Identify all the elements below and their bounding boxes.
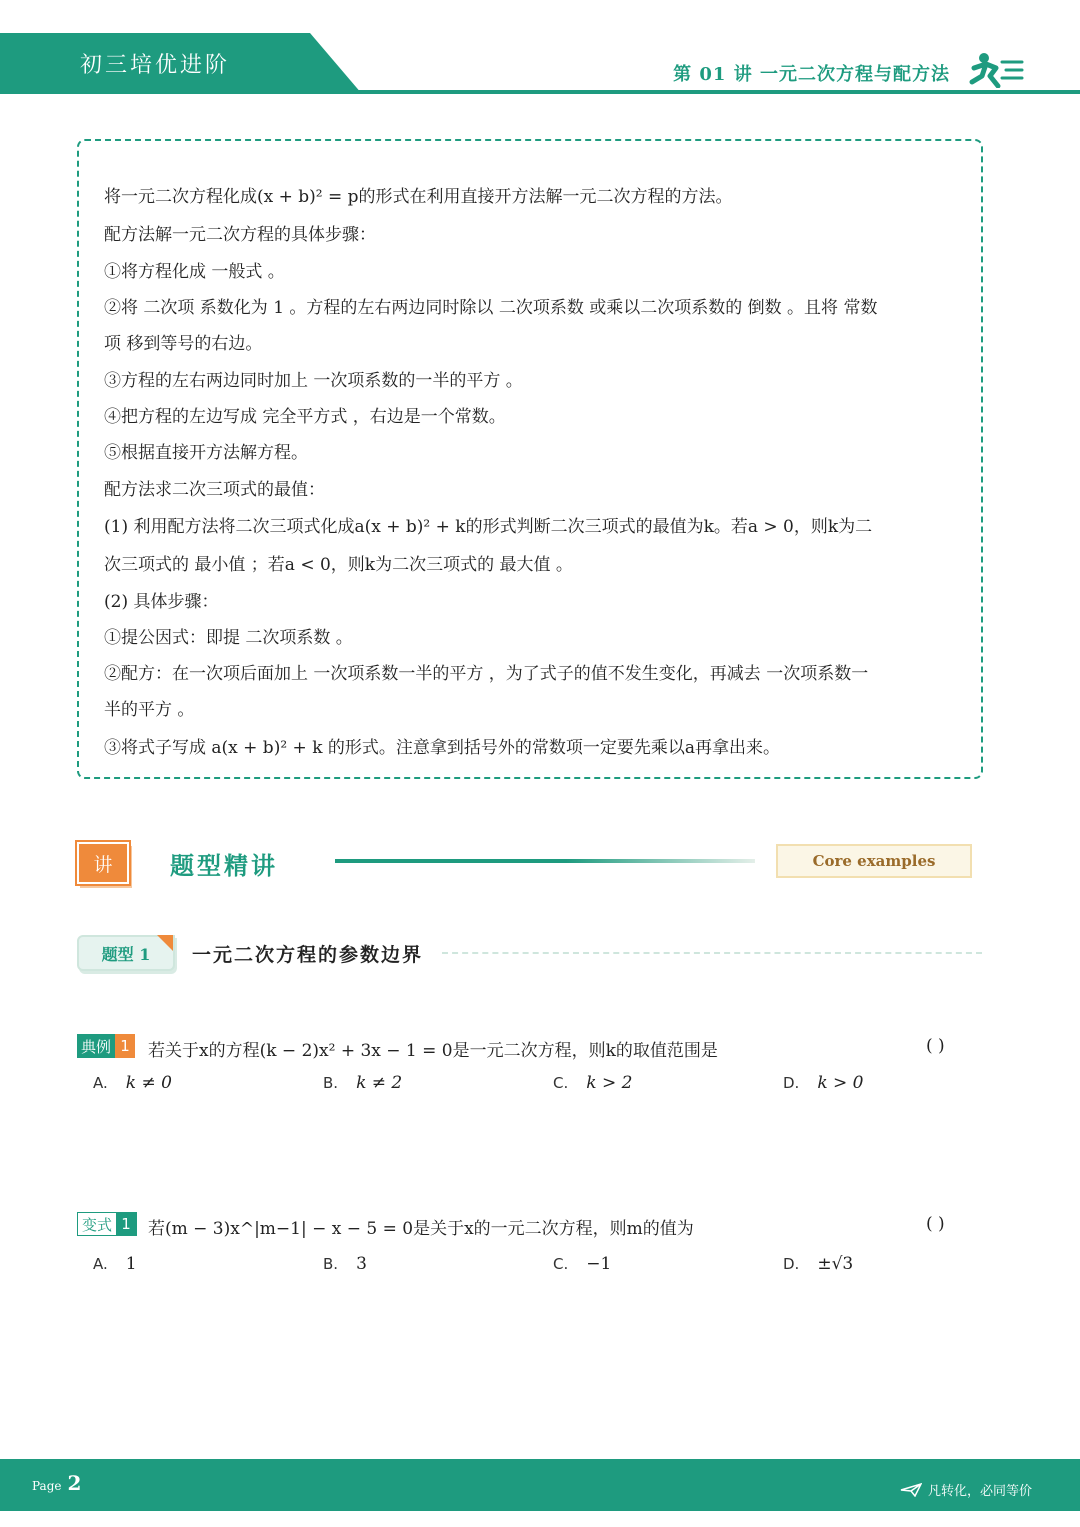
section-title: 题型精讲 [170,852,278,880]
knowledge-line: ③将式子写成 a(x + b)² + k 的形式。注意拿到括号外的常数项一定要先乘以a再拿出来。 [104,738,781,758]
variant-tag-number: 1 [116,1213,136,1235]
option-letter: C. [553,1255,569,1273]
section-rule [335,859,755,863]
knowledge-line: ①提公因式：即提 二次项系数 。 [104,628,353,648]
option-value: k ≠ 2 [356,1073,403,1093]
variant-tag [77,1212,137,1236]
topic-label: 题型 1 [77,935,175,971]
option-value: 3 [356,1254,367,1274]
option-c[interactable] [553,1073,632,1093]
knowledge-line: ⑤根据直接开方法解方程。 [104,443,308,463]
knowledge-line: ②将 二次项 系数化为 1 。方程的左右两边同时除以 二次项系数 或乘以二次项系数的 倒数 。且将 常数 [104,298,878,318]
knowledge-line: 配方法解一元二次方程的具体步骤： [104,225,376,245]
option-value: k > 2 [586,1073,633,1093]
section-badge: 讲 [77,842,129,884]
example-tag-label: 典例 [77,1034,115,1058]
footer-motto [900,1480,1032,1499]
topic-rule [442,952,982,954]
option-letter: D. [783,1255,800,1273]
option-d[interactable] [783,1073,864,1093]
option-letter: C. [553,1074,569,1092]
lecture-title: 第 01 讲 一元二次方程与配方法 [673,64,950,85]
option-letter: B. [323,1255,339,1273]
knowledge-line: ④把方程的左边写成 完全平方式 ，右边是一个常数。 [104,407,506,427]
knowledge-line: 配方法求二次三项式的最值： [104,480,325,500]
option-letter: A. [93,1074,108,1092]
page-label: Page [32,1479,62,1493]
knowledge-line: ②配方：在一次项后面加上 一次项系数一半的平方 ，为了式子的值不发生变化，再减去 一次项系数一 [104,664,869,684]
knowledge-line: 半的平方 。 [104,700,195,720]
option-letter: B. [323,1074,339,1092]
variant-question: 若(m − 3)x^|m−1| − x − 5 = 0是关于x的一元二次方程，则m的值为 [148,1219,694,1239]
option-a[interactable] [93,1254,137,1274]
core-examples-label: Core examples [776,844,972,878]
option-b[interactable] [323,1254,367,1274]
answer-parentheses: ( ) [926,1214,945,1234]
option-value: −1 [586,1254,612,1274]
topic-corner-mark [157,935,173,951]
runner-icon [968,52,1024,88]
example-question: 若关于x的方程(k − 2)x² + 3x − 1 = 0是一元二次方程，则k的取值范围是 [148,1041,718,1061]
page-num: 2 [67,1471,82,1495]
motto-text: 凡转化，必同等价 [928,1484,1033,1499]
option-letter: D. [783,1074,800,1092]
option-letter: A. [93,1255,108,1273]
option-a[interactable] [93,1073,172,1093]
option-d[interactable] [783,1254,853,1274]
knowledge-line: (1) 利用配方法将二次三项式化成a(x + b)² + k的形式判断二次三项式的最值为k。若a > 0，则k为二 [104,517,873,537]
knowledge-line: ①将方程化成 一般式 。 [104,262,285,282]
option-value: k > 0 [817,1073,864,1093]
topic-title: 一元二次方程的参数边界 [192,944,424,966]
series-title: 初三培优进阶 [80,53,231,78]
knowledge-line: 次三项式的 最小值 ；若a < 0，则k为二次三项式的 最大值 。 [104,555,573,575]
option-value: k ≠ 0 [125,1073,172,1093]
variant-tag-label: 变式 [78,1213,116,1235]
example-tag [77,1034,135,1058]
knowledge-line: ③方程的左右两边同时加上 一次项系数的一半的平方 。 [104,371,523,391]
knowledge-line: 项 移到等号的右边。 [104,334,263,354]
example-tag-number: 1 [115,1034,135,1058]
option-c[interactable] [553,1254,611,1274]
knowledge-line: (2) 具体步骤： [104,592,219,612]
option-value: ±√3 [817,1254,854,1274]
paper-plane-icon [900,1483,922,1497]
option-b[interactable] [323,1073,402,1093]
page-number [32,1471,81,1495]
answer-parentheses: ( ) [926,1036,945,1056]
option-value: 1 [125,1254,137,1274]
knowledge-line: 将一元二次方程化成(x + b)² = p的形式在利用直接开方法解一元二次方程的方法。 [104,187,733,207]
